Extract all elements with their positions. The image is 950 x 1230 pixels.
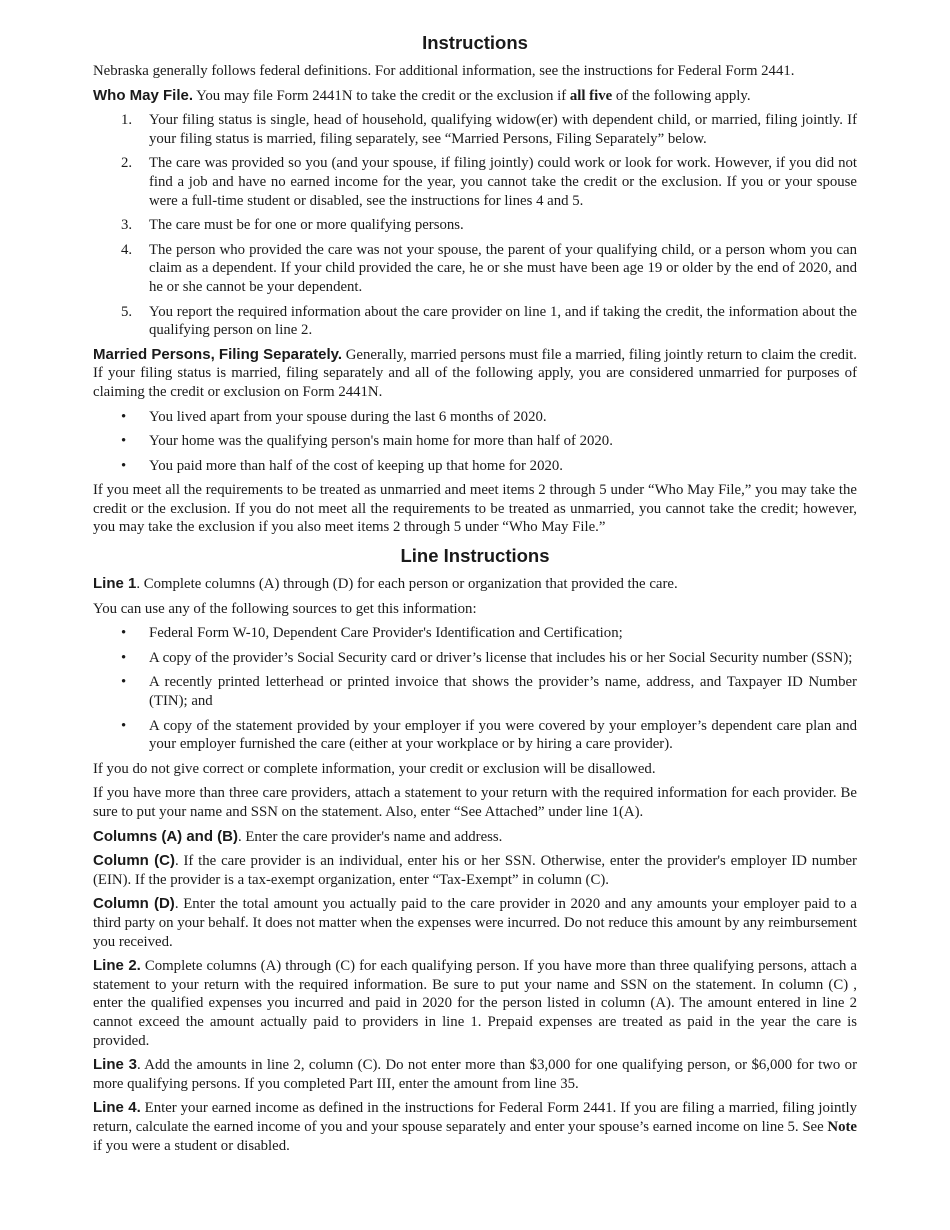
column-d-paragraph [93,895,857,951]
list-item [93,717,857,754]
list-item [93,432,857,451]
line2-text: Complete columns (A) through (C) for each qualifying person. If you have more than three qualifying persons, attach a statement to your return with the required information. Be sure to put your name and SSN on the statement. In column (C) , enter the qualified expenses you incurred and paid in 2020 for the person listed in column (A). The amount entered in line 2 cannot exceed the amount actually paid to providers in line 1. Prepaid expenses are treated as paid in the year the care is provided. [93,958,857,1049]
line3-heading: Line 3 [93,1056,138,1074]
married-closing-paragraph: If you meet all the requirements to be treated as unmarried and meet items 2 through 5 under “Who May File,” you may take the credit or the exclusion. If you do not meet all the requirements to be treated as unmarried, you cannot take the credit; however, you may take the exclusion if you also meet items 2 through 5 under “Who May File.” [93,482,857,536]
item-number: 2. [121,155,133,172]
sources-paragraph: You can use any of the following sources to get this information: [93,600,477,617]
list-item [93,673,857,710]
bullet-icon: • [121,625,127,642]
line2-heading: Line 2. [93,957,141,975]
bullet-icon: • [121,457,127,474]
list-item [93,303,857,340]
list-item [93,154,857,210]
columns-ab-heading: Columns (A) and (B) [93,827,238,845]
list-item [93,457,857,476]
item-text: The care was provided so you (and your spouse, if filing jointly) could work or look for work. However, if you did not find a job and have no earned income for the year, you cannot take the credit or the exclusion. If you or your spouse were a full-time student or disabled, see the instructions for lines 4 and 5. [149,155,857,209]
columns-ab-text: . Enter the care provider's name and address. [237,828,503,845]
column-c-text: . If the care provider is an individual, enter his or her SSN. Otherwise, enter the provider's employer ID number (EIN). If the provider is a tax-exempt organization, enter “Tax-Exempt” in column (C). [93,853,857,888]
item-text: Your home was the qualifying person's main home for more than half of 2020. [149,433,613,450]
column-c-heading: Column (C) [93,852,175,870]
bullet-icon: • [121,717,127,734]
bullet-icon: • [121,674,127,691]
note-emphasis: Note [827,1118,857,1135]
bullet-icon: • [121,433,127,450]
item-number: 1. [121,112,133,129]
list-item [93,111,857,148]
item-number: 5. [121,303,133,320]
line4-heading: Line 4. [93,1099,141,1117]
sources-list [93,624,857,754]
line3-paragraph [93,1056,857,1093]
list-item [93,624,857,643]
bullet-icon: • [121,649,127,666]
disallowed-paragraph: If you do not give correct or complete information, your credit or exclusion will be disallowed. [93,760,656,777]
married-heading: Married Persons, Filing Separately. [93,345,343,363]
married-text: Generally, married persons must file a married, filing jointly return to claim the credit. If your filing status is married, filing separately and all of the following apply, you are considered unmarried for purposes of claiming the credit or exclusion on Form 2441N. [93,346,857,400]
item-text: The care must be for one or more qualifying persons. [149,217,464,234]
columns-ab-paragraph [93,828,857,847]
line3-text: . Add the amounts in line 2, column (C). Do not enter more than $3,000 for one qualifying person, or $6,000 for two or more qualifying persons. If you completed Part III, enter the amount from line 35. [93,1057,857,1092]
line1-text: . Complete columns (A) through (D) for each person or organization that provided the care. [136,576,678,593]
item-text: A recently printed letterhead or printed invoice that shows the provider’s name, address, and Taxpayer ID Number (TIN); and [149,674,857,710]
married-list [93,408,857,476]
item-text: A copy of the statement provided by your employer if you were covered by your employer’s dependent care plan and your employer furnished the care (either at your workplace or by hiring a care provider). [149,717,857,753]
line4-text: Enter your earned income as defined in the instructions for Federal Form 2441. If you are filing a married, filing jointly return, calculate the earned income of you and your spouse separately and enter your spouse’s earned income on line 5. See [93,1100,857,1135]
who-may-file-paragraph [93,87,857,106]
who-may-file-text: You may file Form 2441N to take the credit or the exclusion if [193,87,570,104]
bullet-icon: • [121,408,127,425]
who-may-file-list [93,111,857,340]
list-item [93,408,857,427]
line2-paragraph [93,957,857,1050]
item-text: A copy of the provider’s Social Security card or driver’s license that includes his or her Social Security number (SSN); [149,649,853,666]
list-item [93,241,857,297]
list-item [93,649,857,668]
list-item [93,216,857,235]
intro-paragraph: Nebraska generally follows federal definitions. For additional information, see the instructions for Federal Form 2441. [93,63,795,79]
line-instructions-title: Line Instructions [400,545,550,567]
item-text: Your filing status is single, head of household, qualifying widow(er) with dependent child, or married, filing jointly. If your filing status is married, filing separately, see “Married Persons, Filing Separately” below. [149,112,857,147]
item-text: Federal Form W-10, Dependent Care Provider's Identification and Certification; [149,625,623,642]
who-may-file-heading: Who May File. [93,86,194,104]
more-providers-paragraph: If you have more than three care providers, attach a statement to your return with the required information for each provider. Be sure to put your name and SSN on the statement. Also, enter “See Attached” under line 1(A). [93,785,857,820]
item-text: The person who provided the care was not your spouse, the parent of your qualifying child, or a person whom you can claim as a dependent. If your child provided the care, he or she must have been age 19 or older by the end of 2020, and he or she cannot be your dependent. [149,241,857,295]
item-text: You report the required information about the care provider on line 1, and if taking the credit, the information about the qualifying person on line 2. [149,303,857,339]
item-number: 4. [121,241,133,258]
line1-heading: Line 1 [93,575,137,593]
item-number: 3. [121,217,133,234]
line4-paragraph [93,1099,857,1155]
line1-paragraph [93,575,857,594]
item-text: You lived apart from your spouse during the last 6 months of 2020. [149,408,547,425]
column-c-paragraph [93,852,857,889]
column-d-text: . Enter the total amount you actually paid to the care provider in 2020 and any amounts your employer paid to a third party on your behalf. It does not matter when the expenses were incurred. Do not reduce this amount by any reimbursement you received. [93,896,858,950]
line4-text-end: if you were a student or disabled. [93,1137,290,1154]
who-may-file-text-end: of the following apply. [612,87,751,104]
page-title: Instructions [422,32,528,53]
item-text: You paid more than half of the cost of keeping up that home for 2020. [149,457,563,474]
married-paragraph [93,346,857,402]
all-five-emphasis: all five [569,87,613,104]
column-d-heading: Column (D) [93,895,175,913]
